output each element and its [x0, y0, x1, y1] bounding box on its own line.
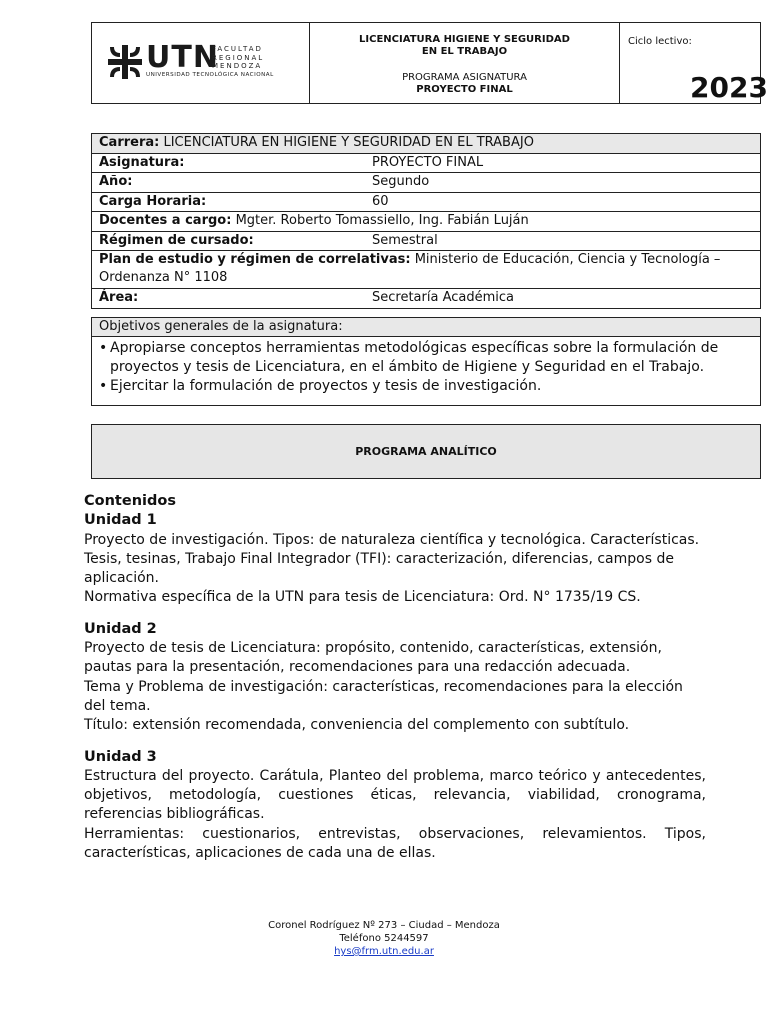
contents-section [84, 492, 706, 863]
logo-university-text: UNIVERSIDAD TECNOLÓGICA NACIONAL [146, 72, 274, 78]
info-row-docentes: Docentes a cargo: Mgter. Roberto Tomassiello, Ing. Fabián Luján [92, 212, 760, 232]
info-row-area: Área: Secretaría Académica [99, 290, 514, 305]
program-label: PROGRAMA ASIGNATURA [402, 72, 527, 83]
document-header [91, 22, 768, 104]
logo-cell [92, 23, 310, 103]
page-footer [0, 919, 768, 958]
unit-1-line: Tesis, tesinas, Trabajo Final Integrador (TFI): caracterización, diferencias, campos de aplicación. [84, 550, 674, 587]
info-row-anio: Año: Segundo [92, 173, 760, 193]
subject-title: PROYECTO FINAL [416, 84, 513, 95]
objective-item: • Apropiarse conceptos herramientas metodológicas específicas sobre la formulación de proyectos y tesis de Licenciatura, en el ámbito de Higiene y Seguridad en el Trabajo. [110, 339, 750, 377]
unit-3-line: Herramientas: cuestionarios, entrevistas, observaciones, relevamientos. Tipos, características, aplicaciones de cada una de ellas. [84, 825, 706, 862]
footer-address: Coronel Rodríguez Nº 273 – Ciudad – Mendoza [268, 920, 500, 931]
utn-logo-icon [108, 45, 142, 79]
info-row-regimen: Régimen de cursado: Semestral [92, 232, 760, 252]
info-row-asignatura: Asignatura: PROYECTO FINAL [92, 154, 760, 174]
logo-utn-text: UTN [146, 40, 219, 75]
footer-phone: Teléfono 5244597 [339, 933, 429, 944]
program-title: LICENCIATURA HIGIENE Y SEGURIDAD EN EL TRABAJO [359, 34, 570, 57]
logo-faculty-text: FACULTAD REGIONAL MENDOZA [212, 45, 265, 70]
objectives-list [92, 339, 760, 396]
ciclo-cell [620, 23, 768, 104]
course-info-table [91, 133, 761, 309]
programa-analitico-banner: PROGRAMA ANALÍTICO [91, 424, 761, 479]
footer-email-link[interactable]: hys@frm.utn.edu.ar [334, 946, 434, 957]
unit-3-title: Unidad 3 [84, 748, 157, 765]
unit-2-line: Título: extensión recomendada, conveniencia del complemento con subtítulo. [84, 717, 630, 734]
info-row-carrera: Carrera: LICENCIATURA EN HIGIENE Y SEGURIDAD EN EL TRABAJO [92, 134, 760, 154]
contents-heading: Contenidos [84, 493, 176, 509]
unit-1-line: Proyecto de investigación. Tipos: de naturaleza científica y tecnológica. Características. [84, 531, 700, 548]
info-row-plan: Plan de estudio y régimen de correlativas: Ministerio de Educación, Ciencia y Tecnología – Ordenanza N° 1108 [92, 251, 760, 289]
objectives-box [91, 317, 761, 406]
unit-2-line: Proyecto de tesis de Licenciatura: propósito, contenido, características, extensión, pautas para la presentación, recomendaciones para una redacción adecuada. [84, 640, 662, 676]
program-title-cell [310, 23, 620, 103]
info-row-carga: Carga Horaria: 60 [92, 193, 760, 213]
ciclo-label: Ciclo lectivo: [628, 36, 692, 47]
unit-3-line: Estructura del proyecto. Carátula, Planteo del problema, marco teórico y antecedentes, objetivos, metodología, cuestiones éticas, relevancia, viabilidad, cronograma, referencias bibliográficas. [84, 767, 706, 823]
unit-1-title: Unidad 1 [84, 512, 157, 529]
unit-2-title: Unidad 2 [84, 620, 157, 637]
unit-1-line: Normativa específica de la UTN para tesis de Licenciatura: Ord. N° 1735/19 CS. [84, 589, 641, 606]
objectives-title: Objetivos generales de la asignatura: [92, 318, 760, 337]
objective-item: • Ejercitar la formulación de proyectos y tesis de investigación. [110, 377, 750, 396]
unit-2-line: Tema y Problema de investigación: características, recomendaciones para la elección del tema. [84, 678, 683, 714]
year-value: 2023 [690, 71, 768, 104]
